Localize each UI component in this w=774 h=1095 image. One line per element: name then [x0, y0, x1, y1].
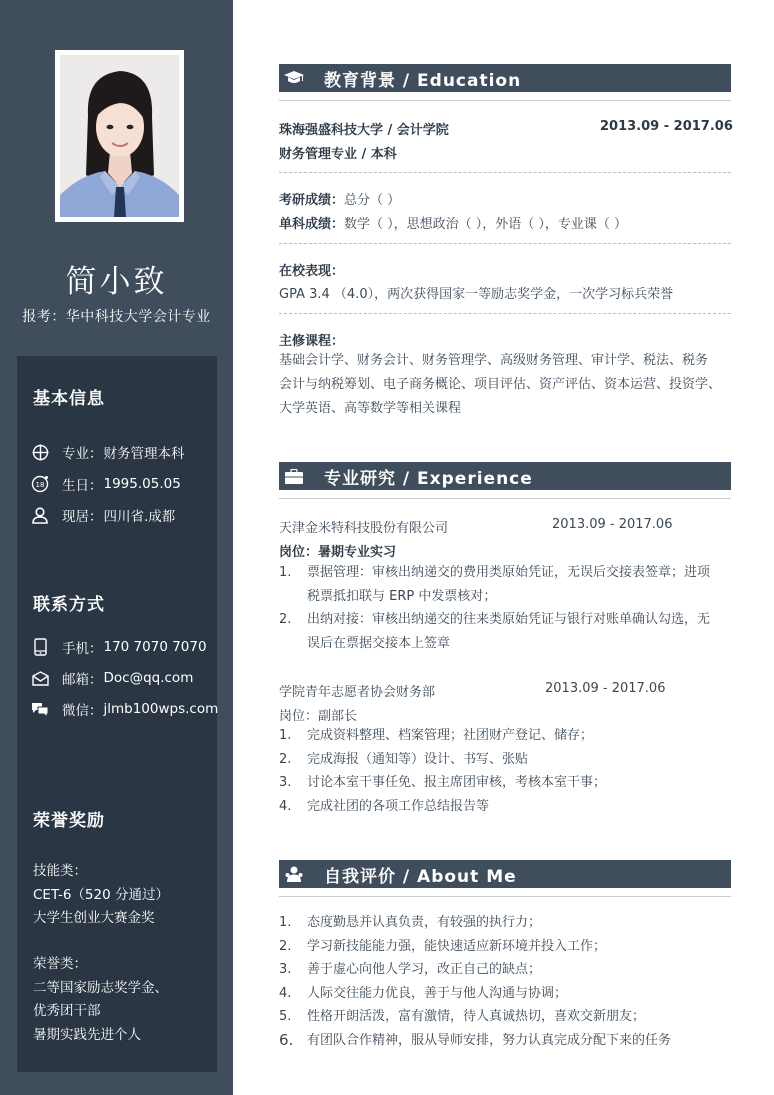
info-row-birthday	[31, 473, 181, 495]
info-row-phone	[31, 636, 207, 658]
single-score-row	[279, 213, 627, 232]
info-value: 1995.05.05	[103, 476, 181, 492]
skill-item: CET-6（520 分通过）	[33, 886, 169, 903]
single-score-label: 单科成绩：	[279, 217, 345, 232]
honor-label: 荣誉类：	[33, 956, 87, 972]
info-value: Doc@qq.com	[103, 670, 194, 686]
job-company: 学院青年志愿者协会财务部	[279, 685, 436, 700]
list-item	[279, 748, 731, 772]
job-position: 岗位：暑期专业实习	[279, 545, 397, 560]
list-number: 2.	[279, 751, 292, 767]
list-number: 3.	[279, 775, 292, 790]
info-row-residence	[31, 504, 175, 526]
info-key: 微信：	[62, 703, 103, 719]
honors-awards-block	[33, 953, 168, 1047]
skill-item: 大学生创业大赛金奖	[33, 910, 155, 926]
list-item	[279, 1005, 731, 1029]
honor-item: 优秀团干部	[33, 1003, 101, 1019]
dashed-divider	[279, 172, 731, 173]
education-major: 财务管理专业 / 本科	[279, 147, 397, 162]
courses-label: 主修课程：	[279, 334, 345, 349]
honor-item: 暑期实践先进个人	[33, 1026, 141, 1043]
list-number: 2.	[279, 612, 292, 627]
list-item-line: 误后在票据交接本上签章	[307, 635, 451, 651]
list-number: 1.	[279, 915, 292, 930]
single-score-value: 数学（ ），思想政治（ ），外语（ ），专业课（ ）	[344, 217, 628, 232]
info-key: 现居：	[62, 509, 103, 525]
info-key: 专业：	[62, 446, 103, 462]
education-divider	[279, 100, 731, 101]
target-value: 华中科技大学会计专业	[65, 309, 211, 325]
list-item	[279, 1029, 731, 1053]
age-18-icon	[31, 475, 49, 493]
list-item	[279, 561, 731, 608]
info-row-email	[31, 667, 193, 689]
list-item	[279, 795, 731, 819]
basic-info-title: 基本信息	[33, 389, 105, 409]
list-item	[279, 608, 731, 655]
honors-skills-block	[33, 860, 169, 931]
about-title: 自我评价 / About Me	[324, 866, 517, 887]
list-number: 3.	[279, 962, 292, 977]
exam-score-row	[279, 189, 400, 208]
list-item-line: 税票抵扣联与 ERP 中发票核对；	[307, 588, 497, 604]
job-period: 2013.09 - 2017.06	[552, 517, 673, 532]
graduation-cap-icon	[284, 68, 304, 88]
person-location-icon	[31, 506, 49, 524]
education-header	[279, 64, 731, 92]
list-number: 2.	[279, 938, 292, 954]
list-number: 4.	[279, 798, 292, 814]
briefcase-icon	[284, 466, 304, 486]
courses-line: 会计与纳税筹划、电子商务概论、项目评估、资产评估、资本运营、投资学、	[279, 377, 722, 392]
profile-photo	[60, 55, 179, 217]
list-item	[279, 771, 731, 795]
education-title: 教育背景 / Education	[324, 70, 522, 91]
job-duties-list	[279, 724, 731, 818]
list-item-text: 人际交往能力优良，善于与他人沟通与协调；	[307, 985, 568, 1001]
list-item-text: 态度勤恳并认真负责，有较强的执行力；	[307, 915, 542, 930]
skill-label: 技能类：	[33, 863, 87, 879]
phone-icon	[31, 638, 49, 656]
list-item-line: 出纳对接：审核出纳递交的往来类原始凭证与银行对账单确认勾选，无	[307, 612, 711, 627]
list-item	[279, 911, 731, 935]
honor-item: 二等国家励志奖学金、	[33, 979, 168, 996]
list-item-text: 性格开朗活泼，富有激情，待人真诚热切，喜欢交新朋友；	[307, 1009, 646, 1024]
target-label: 报考：	[22, 309, 66, 325]
experience-header	[279, 462, 731, 490]
svg-text:18: 18	[35, 481, 45, 489]
info-key: 手机：	[62, 641, 103, 657]
list-item-text: 有团队合作精神，服从导师安排，努力认真完成分配下来的任务	[307, 1032, 672, 1048]
list-item-text: 善于虚心向他人学习，改正自己的缺点；	[307, 962, 542, 977]
sidebar	[0, 0, 233, 1095]
exam-score-value: 总分（ ）	[344, 193, 401, 208]
list-item	[279, 935, 731, 959]
list-item	[279, 982, 731, 1006]
sidebar-info-panel	[17, 356, 217, 1072]
list-number: 1.	[279, 565, 292, 580]
performance-label: 在校表现：	[279, 264, 345, 279]
about-divider	[279, 896, 731, 897]
list-item-line: 完成资料整理、档案管理；社团财产登记、储存；	[307, 728, 594, 743]
job-position: 岗位：副部长	[279, 709, 358, 724]
info-row-wechat	[31, 698, 218, 720]
job-duties-list	[279, 561, 731, 655]
list-number: 4.	[279, 985, 292, 1001]
job-period: 2013.09 - 2017.06	[545, 681, 666, 696]
people-icon	[284, 864, 304, 884]
list-item-line: 讨论本室干事任免、报主席团审核，考核本室干事；	[307, 775, 607, 790]
list-number: 6.	[279, 1030, 294, 1049]
info-key: 邮箱：	[62, 672, 103, 688]
performance-value: GPA 3.4 （4.0），两次获得国家一等励志奖学金，一次学习标兵荣誉	[279, 287, 674, 302]
experience-title: 专业研究 / Experience	[324, 468, 533, 489]
courses-text	[279, 349, 731, 421]
list-item-text: 学习新技能能力强，能快速适应新环境并投入工作；	[307, 938, 607, 954]
info-value: jlmb100wps.com	[103, 701, 219, 717]
courses-line: 基础会计学、财务会计、财务管理学、高级财务管理、审计学、税法、税务	[279, 353, 709, 368]
profile-photo-frame	[55, 50, 184, 222]
courses-line: 大学英语、高等数学等相关课程	[279, 401, 462, 416]
exam-score-label: 考研成绩：	[279, 193, 345, 208]
about-list	[279, 911, 731, 1052]
target-school	[0, 306, 233, 326]
education-school: 珠海强盛科技大学 / 会计学院	[279, 123, 449, 138]
info-key: 生日：	[62, 478, 103, 494]
info-value: 财务管理本科	[103, 446, 185, 462]
chat-icon	[31, 700, 49, 718]
about-header	[279, 860, 731, 888]
info-row-major	[31, 441, 185, 463]
list-item-line: 票据管理：审核出纳递交的费用类原始凭证，无误后交接表签章；进项	[307, 565, 711, 580]
candidate-name: 简小致	[65, 264, 168, 300]
job-company: 天津金米特科技股份有限公司	[279, 521, 449, 536]
mail-icon	[31, 669, 49, 687]
list-item	[279, 724, 731, 748]
info-value: 170 7070 7070	[103, 639, 207, 655]
education-period: 2013.09 - 2017.06	[600, 119, 733, 134]
crosshair-icon	[31, 443, 49, 461]
list-item-line: 完成海报（通知等）设计、书写、张贴	[307, 751, 529, 767]
list-item	[279, 958, 731, 982]
list-number: 1.	[279, 728, 292, 743]
contact-title: 联系方式	[33, 595, 105, 615]
dashed-divider	[279, 243, 731, 244]
honors-title: 荣誉奖励	[33, 811, 105, 831]
list-number: 5.	[279, 1009, 292, 1024]
dashed-divider	[279, 313, 731, 314]
experience-divider	[279, 498, 731, 499]
info-value: 四川省.成都	[103, 509, 176, 525]
list-item-line: 完成社团的各项工作总结报告等	[307, 798, 490, 814]
